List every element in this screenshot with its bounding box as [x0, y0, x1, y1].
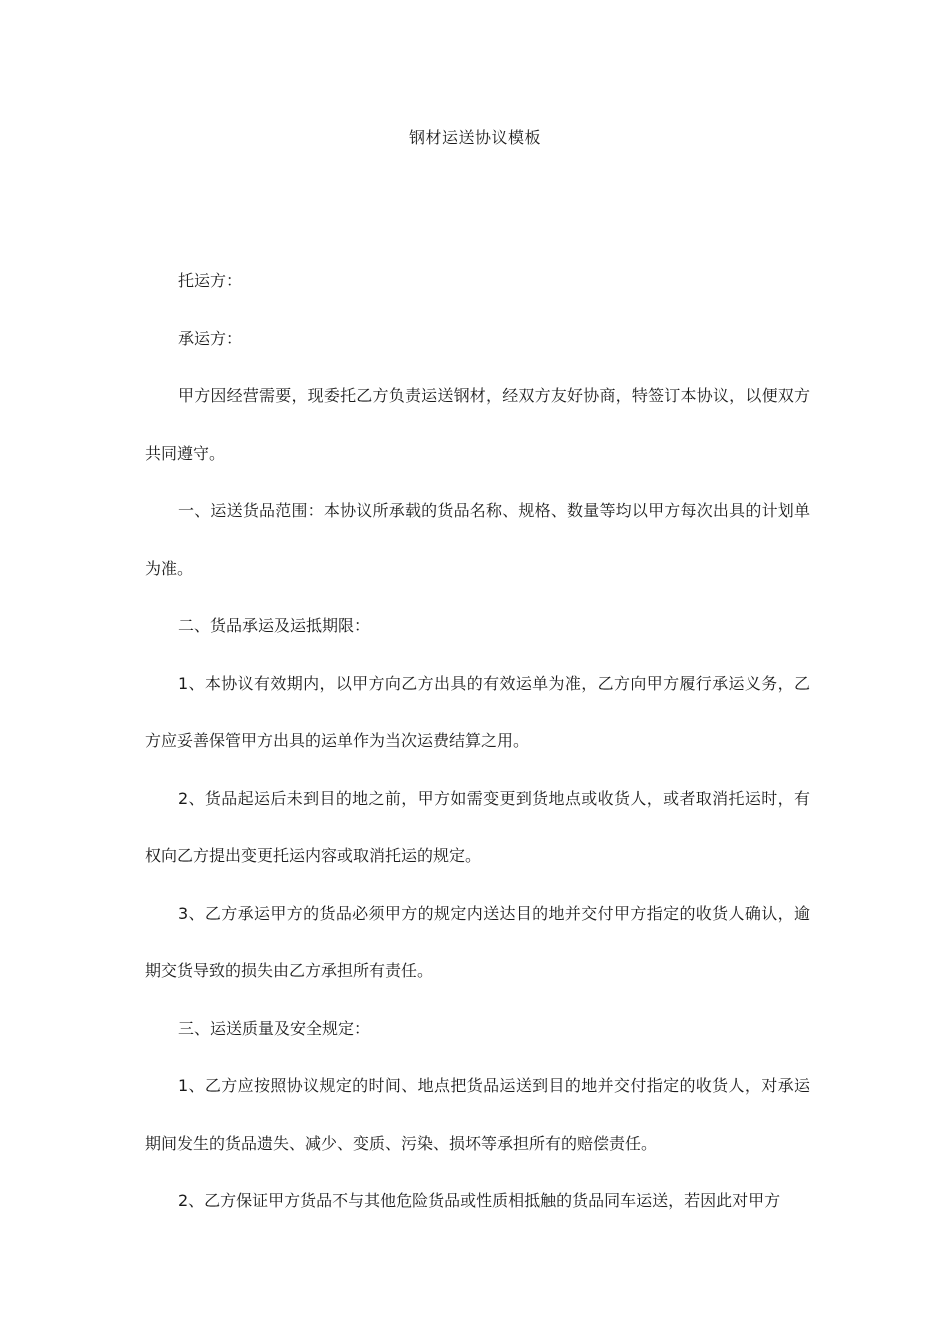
document-body [145, 252, 810, 1230]
section-3-clause-2: 2、乙方保证甲方货品不与其他危险货品或性质相抵触的货品同车运送，若因此对甲方 [178, 1191, 781, 1210]
section-3-heading: 三、运送质量及安全规定： [178, 1018, 371, 1038]
document-title: 钢材运送协议模板 [408, 128, 541, 147]
section-2-clause-2: 2、货品起运后未到目的地之前，甲方如需变更到货地点或收货人，或者取消托运时，有权向乙方提出变更托运内容或取消托运的规定。 [145, 788, 810, 865]
section-1-paragraph: 一、运送货品范围：本协议所承载的货品名称、规格、数量等均以甲方每次出具的计划单为准。 [145, 501, 810, 578]
section-2-heading: 二、货品承运及运抵期限： [178, 616, 371, 635]
section-2-clause-3: 3、乙方承运甲方的货品必须甲方的规定内送达目的地并交付甲方指定的收货人确认，逾期交货导致的损失由乙方承担所有责任。 [145, 903, 810, 980]
preamble-paragraph: 甲方因经营需要，现委托乙方负责运送钢材，经双方友好协商，特签订本协议，以便双方共同遵守。 [145, 386, 810, 463]
consignor-line: 托运方： [178, 271, 243, 290]
carrier-line: 承运方： [178, 328, 243, 348]
section-2-clause-1: 1、本协议有效期内，以甲方向乙方出具的有效运单为准，乙方向甲方履行承运义务，乙方应妥善保管甲方出具的运单作为当次运费结算之用。 [145, 673, 810, 750]
section-3-clause-1: 1、乙方应按照协议规定的时间、地点把货品运送到目的地并交付指定的收货人，对承运期间发生的货品遗失、减少、变质、污染、损坏等承担所有的赔偿责任。 [145, 1076, 810, 1153]
